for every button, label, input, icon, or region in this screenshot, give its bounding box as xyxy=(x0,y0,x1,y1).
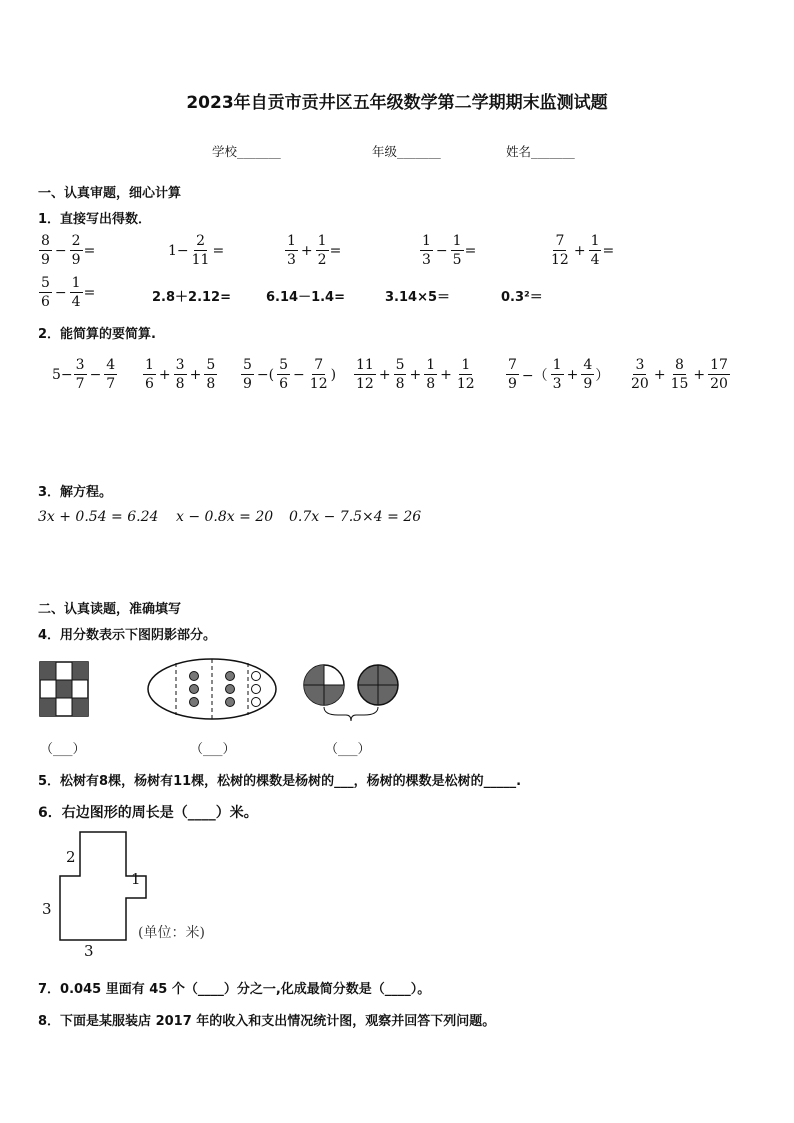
checker-grid-figure xyxy=(40,662,90,716)
question-4: 4．用分数表示下图阴影部分。 xyxy=(38,628,217,643)
q1-item-g: 2.8＋2.12= xyxy=(152,290,231,305)
question-2: 2．能简算的要简算. xyxy=(38,327,156,342)
q3-equation-3: 0.7x − 7.5×4 = 26 xyxy=(289,509,422,525)
grade-field: 年级_______ xyxy=(372,144,441,159)
q4-answer-1: （___） xyxy=(40,742,86,757)
question-5: 5．松树有8棵，杨树有11棵，松树的棵数是杨树的___，杨树的棵数是松树的_____. xyxy=(38,774,522,789)
q1-item-e: $\frac{7}{12}$ + $\frac{1}{4}$ = xyxy=(551,233,615,268)
name-field: 姓名_______ xyxy=(506,144,575,159)
q1-item-i: 3.14×5＝ xyxy=(385,290,451,305)
q2-item-a: 5− $\frac{3}{7}$ − $\frac{4}{7}$ xyxy=(52,357,116,392)
q2-item-f: $\frac{3}{20}$ + $\frac{8}{15}$ + $\frac{17}{20}$ xyxy=(631,357,728,392)
label-bottom-side: 3 xyxy=(84,942,94,960)
q2-item-d: $\frac{11}{12}$ + $\frac{5}{8}$ + $\frac{1}{8}$ + $\frac{1}{12}$ xyxy=(356,357,475,392)
q3-equation-1: 3x + 0.54 = 6.24 xyxy=(38,509,159,525)
q1-item-a: $\frac{8}{9}$ − $\frac{2}{9}$ = xyxy=(41,233,96,268)
oval-dots-figure xyxy=(146,657,278,721)
page-title: 2023年自贡市贡井区五年级数学第二学期期末监测试题 xyxy=(186,93,608,113)
q4-answer-2: （___） xyxy=(190,742,236,757)
q1-item-d: $\frac{1}{3}$ − $\frac{1}{5}$ = xyxy=(422,233,477,268)
school-field: 学校_______ xyxy=(212,144,281,159)
q1-item-c: $\frac{1}{3}$ + $\frac{1}{2}$ = xyxy=(287,233,342,268)
question-7: 7．0.045 里面有 45 个（____）分之一,化成最简分数是（____）。 xyxy=(38,982,431,997)
label-top-side: 2 xyxy=(66,848,76,866)
q2-item-c: $\frac{5}{9}$ −( $\frac{5}{6}$ − $\frac{7}{12}$ ) xyxy=(243,357,337,392)
label-left-side: 3 xyxy=(42,900,52,918)
q1-item-j: 0.3²＝ xyxy=(501,290,543,305)
q3-equation-2: x − 0.8x = 20 xyxy=(176,509,274,525)
circles-figure xyxy=(302,663,402,723)
label-right-side: 1 xyxy=(131,870,141,888)
question-6: 6．右边图形的周长是（____）米。 xyxy=(38,805,258,821)
question-1: 1．直接写出得数． xyxy=(38,212,152,227)
q1-item-f: $\frac{5}{6}$ − $\frac{1}{4}$ = xyxy=(41,275,96,310)
section-1-heading: 一、认真审题，细心计算 xyxy=(38,186,182,201)
q2-item-e: $\frac{7}{9}$ −（ $\frac{1}{3}$ + $\frac{4}{9}$ ） xyxy=(508,357,610,392)
section-2-heading: 二、认真读题，准确填写 xyxy=(38,602,182,617)
question-3: 3．解方程。 xyxy=(38,485,113,500)
q1-item-b: 1− $\frac{2}{11}$ = xyxy=(168,233,225,268)
q2-item-b: $\frac{1}{6}$ + $\frac{3}{8}$ + $\frac{5}{8}$ xyxy=(145,357,216,392)
q4-answer-3: （___） xyxy=(325,742,371,757)
unit-label: (单位：米) xyxy=(138,925,205,941)
question-8: 8．下面是某服装店 2017 年的收入和支出情况统计图，观察并回答下列问题。 xyxy=(38,1014,496,1029)
q1-item-h: 6.14－1.4= xyxy=(266,290,345,305)
